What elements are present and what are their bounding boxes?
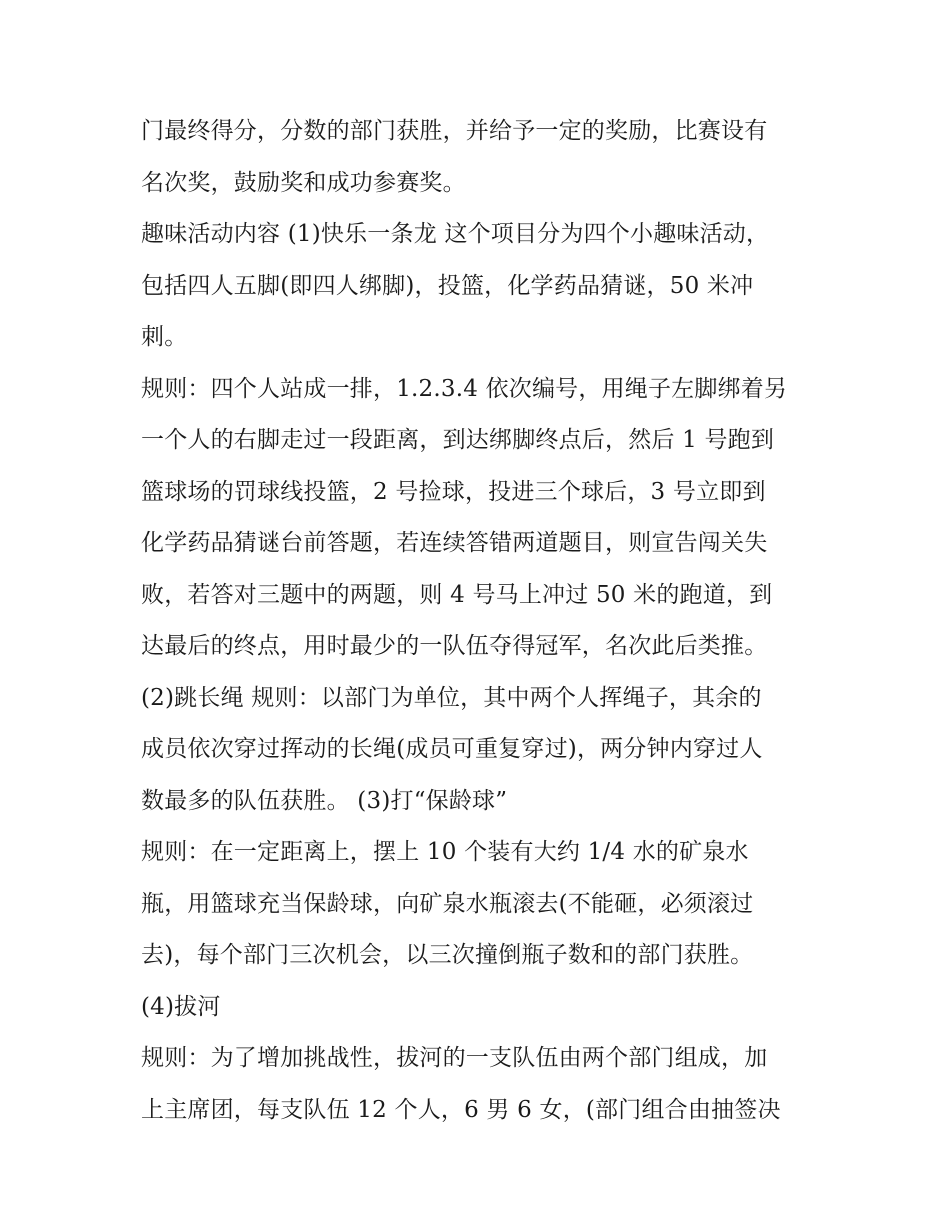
text-line-19: 规则：为了增加挑战性，拔河的一支队伍由两个部门组成，加 [141, 1045, 768, 1071]
text-line-14: 数最多的队伍获胜。 (3)打“保龄球” [141, 787, 508, 814]
text-line-4: 包括四人五脚(即四人绑脚)，投篮，化学药品猜谜，50 米冲 [141, 272, 754, 299]
body-text [141, 106, 821, 1136]
text-line-5: 刺。 [141, 324, 188, 350]
text-line-1: 门最终得分，分数的部门获胜，并给予一定的奖励，比赛设有 [141, 118, 768, 144]
text-line-8: 篮球场的罚球线投篮，2 号捡球，投进三个球后，3 号立即到 [141, 478, 766, 505]
text-line-11: 达最后的终点，用时最少的一队伍夺得冠军，名次此后类推。 [141, 633, 768, 659]
text-line-9: 化学药品猜谜台前答题，若连续答错两道题目，则宣告闯关失 [141, 530, 768, 556]
text-line-6: 规则：四个人站成一排，1.2.3.4 依次编号，用绳子左脚绑着另 [141, 375, 788, 402]
text-line-20: 上主席团，每支队伍 12 个人，6 男 6 女，(部门组合由抽签决 [141, 1096, 781, 1123]
text-line-7: 一个人的右脚走过一段距离，到达绑脚终点后，然后 1 号跑到 [141, 427, 775, 453]
text-line-10: 败，若答对三题中的两题，则 4 号马上冲过 50 米的跑道，到 [141, 581, 773, 608]
text-line-17: 去)，每个部门三次机会，以三次撞倒瓶子数和的部门获胜。 [141, 942, 754, 968]
text-line-16: 瓶，用篮球充当保龄球，向矿泉水瓶滚去(不能砸，必须滚过 [141, 890, 754, 917]
text-line-2: 名次奖，鼓励奖和成功参赛奖。 [141, 169, 466, 196]
text-line-3: 趣味活动内容 (1)快乐一条龙 这个项目分为四个小趣味活动， [141, 221, 770, 247]
text-line-13: 成员依次穿过挥动的长绳(成员可重复穿过)，两分钟内穿过人 [141, 736, 763, 762]
text-line-15: 规则：在一定距离上，摆上 10 个装有大约 1/4 水的矿泉水 [141, 839, 749, 865]
text-line-18: (4)拔河 [141, 993, 221, 1020]
text-line-12: (2)跳长绳 规则：以部门为单位，其中两个人挥绳子，其余的 [141, 684, 762, 711]
